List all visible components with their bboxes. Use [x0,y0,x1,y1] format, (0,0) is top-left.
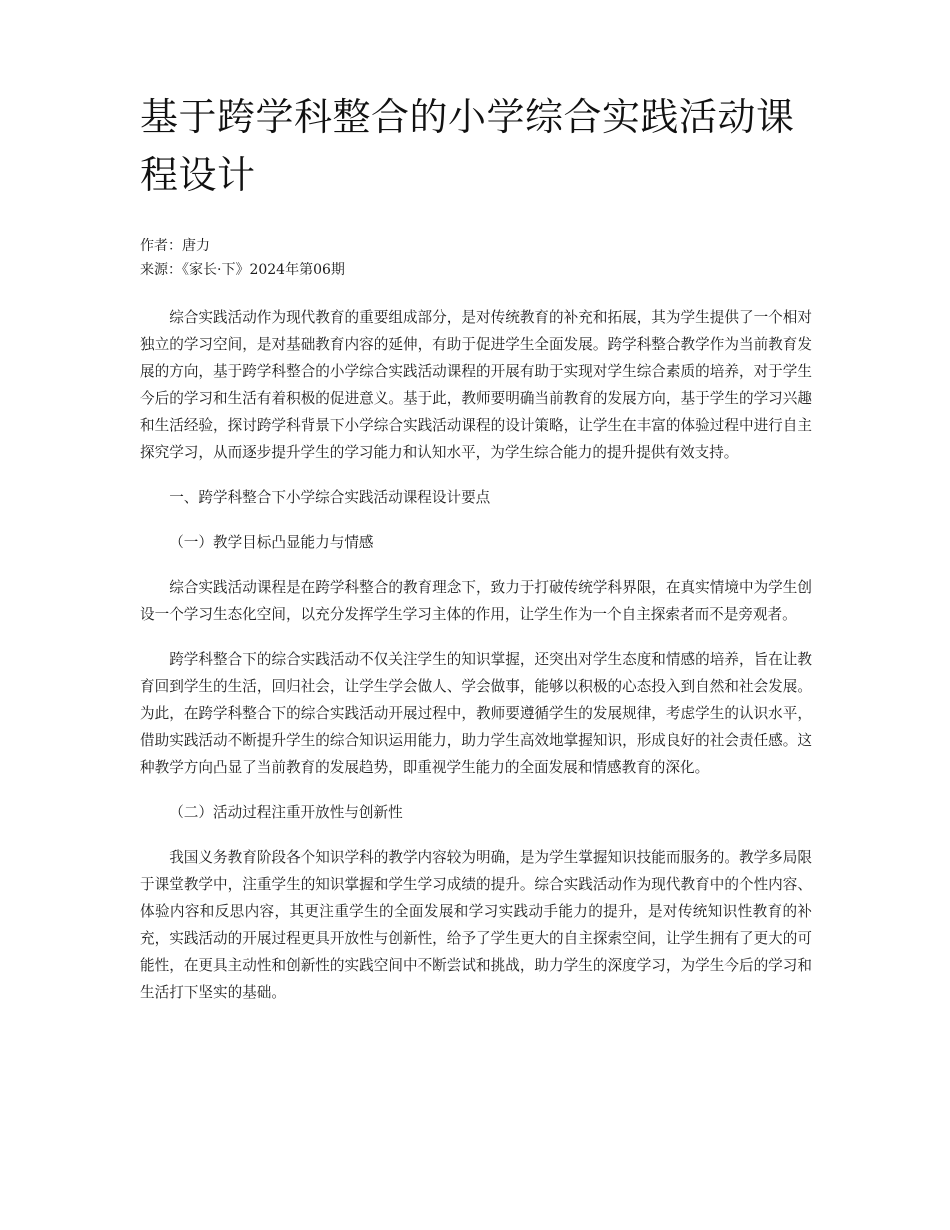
article-title: 基于跨学科整合的小学综合实践活动课程设计 [140,95,795,197]
subsection-1-paragraph-2: 跨学科整合下的综合实践活动不仅关注学生的知识掌握，还突出对学生态度和情感的培养，旨在让教育回到学生的生活，回归社会，让学生学会做人、学会做事，能够以积极的心态投入到自然和社会发展。为此，在跨学科整合下的综合实践活动开展过程中，教师要遵循学生的发展规律，考虑学生的认识水平，借助实践活动不断提升学生的综合知识运用能力，助力学生高效地掌握知识，形成良好的社会责任感。这种教学方向凸显了当前教育的发展趋势，即重视学生能力的全面发展和情感教育的深化。 [140,651,812,776]
subsection-2-paragraph-1: 我国义务教育阶段各个知识学科的教学内容较为明确，是为学生掌握知识技能而服务的。教学多局限于课堂教学中，注重学生的知识掌握和学生学习成绩的提升。综合实践活动作为现代教育中的个性内容、体验内容和反思内容，其更注重学生的全面发展和学习实践动手能力的提升，是对传统知识性教育的补充，实践活动的开展过程更具开放性与创新性，给予了学生更大的自主探索空间，让学生拥有了更大的可能性，在更具主动性和创新性的实践空间中不断尝试和挑战，助力学生的深度学习，为学生今后的学习和生活打下坚实的基础。 [140,849,812,1001]
section-1-heading: 一、跨学科整合下小学综合实践活动课程设计要点 [169,489,491,506]
author-line: 作者：唐力 [140,238,210,254]
document-page [140,88,812,1024]
intro-paragraph: 综合实践活动作为现代教育的重要组成部分，是对传统教育的补充和拓展，其为学生提供了一个相对独立的学习空间，是对基础教育内容的延伸，有助于促进学生全面发展。跨学科整合教学作为当前教育发展的方向，基于跨学科整合的小学综合实践活动课程的开展有助于实现对学生综合素质的培养，对于学生今后的学习和生活有着积极的促进意义。基于此，教师要明确当前教育的发展方向，基于学生的学习兴趣和生活经验，探讨跨学科背景下小学综合实践活动课程的设计策略，让学生在丰富的体验过程中进行自主探究学习，从而逐步提升学生的学习能力和认知水平，为学生综合能力的提升提供有效支持。 [140,309,812,461]
subsection-1-paragraph-1: 综合实践活动课程是在跨学科整合的教育理念下，致力于打破传统学科界限，在真实情境中为学生创设一个学习生态化空间，以充分发挥学生学习主体的作用，让学生作为一个自主探索者而不是旁观者。 [140,579,812,623]
source-line: 来源：《家长·下》2024年第06期 [140,262,345,278]
subsection-2-heading: （二）活动过程注重开放性与创新性 [169,804,403,821]
article-meta [140,234,812,282]
subsection-1-heading: （一）教学目标凸显能力与情感 [169,534,374,551]
